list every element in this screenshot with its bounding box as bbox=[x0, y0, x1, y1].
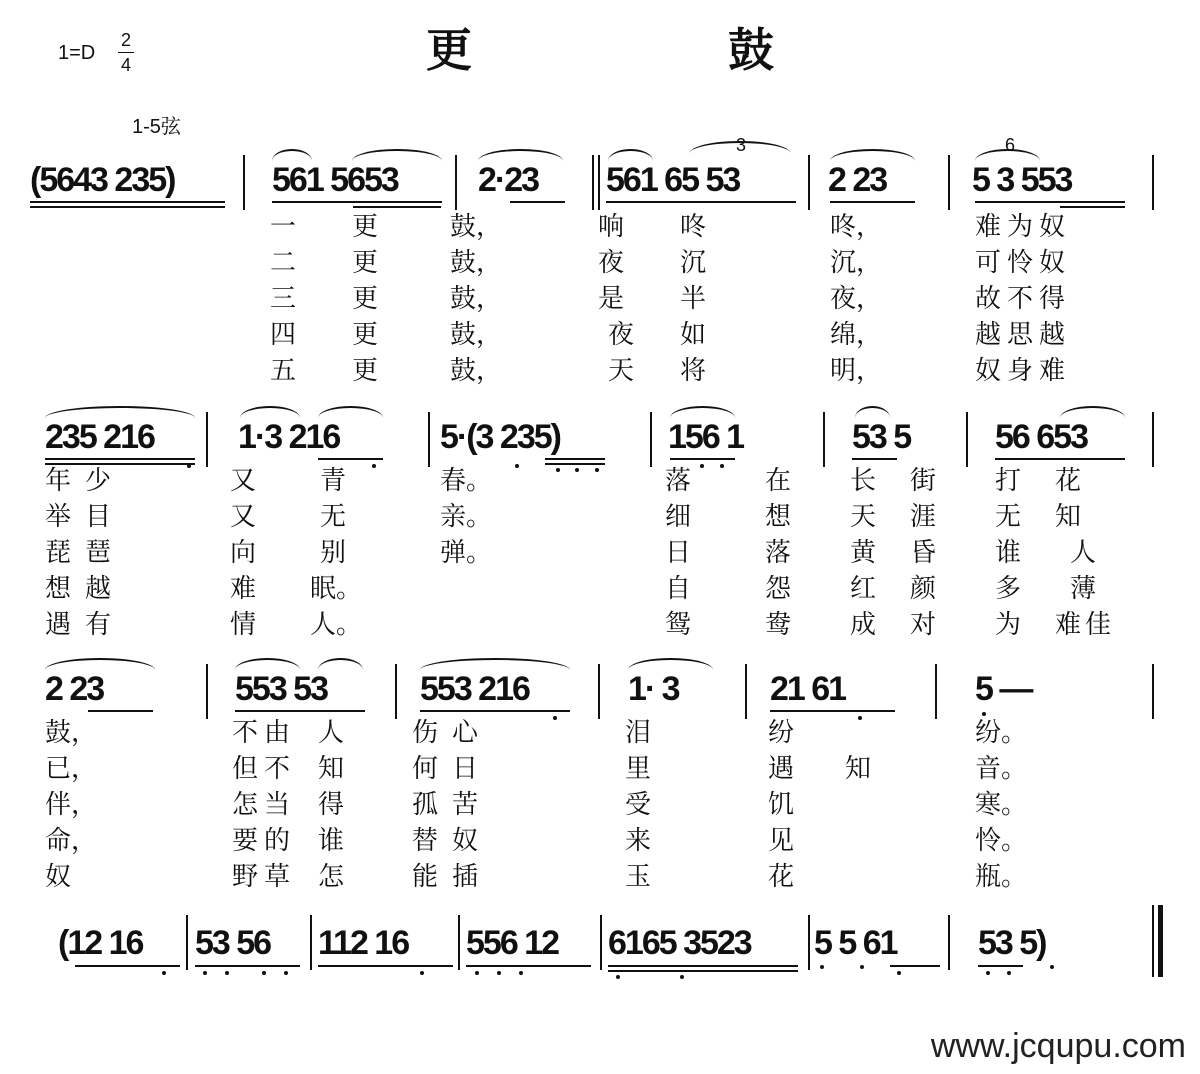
measure-4-6: 5 5 61 bbox=[814, 924, 897, 962]
lyric: 又 bbox=[230, 466, 257, 496]
barline bbox=[966, 412, 968, 467]
lyric: 落 bbox=[765, 538, 792, 568]
lyric: 黄 bbox=[850, 538, 877, 568]
lyric: 难为奴 bbox=[975, 212, 1072, 242]
lyric: 伤心 bbox=[412, 718, 493, 748]
barline bbox=[600, 915, 602, 970]
lyric: 细 bbox=[665, 502, 692, 532]
barline bbox=[598, 155, 600, 210]
lower-octave-dot bbox=[1007, 971, 1011, 975]
measure-2-3: 5·(3 235) bbox=[440, 418, 560, 456]
measure-3-4: 1· 3 bbox=[628, 670, 679, 708]
lyric: 怎当 bbox=[232, 790, 297, 820]
sextuplet-marker: 6 bbox=[1005, 135, 1016, 155]
underline bbox=[995, 458, 1125, 460]
measure-4-7: 53 5) bbox=[978, 924, 1046, 962]
lyric: 沉 bbox=[680, 248, 707, 278]
underline bbox=[30, 206, 225, 208]
song-title: 更 鼓 bbox=[425, 23, 894, 77]
measure-3-5: 21 61 bbox=[770, 670, 846, 708]
lyric: 想越 bbox=[45, 574, 126, 604]
lyric: 是 bbox=[598, 284, 625, 314]
measure-1-2: 561 5653 bbox=[272, 161, 398, 199]
slur bbox=[830, 149, 915, 161]
slur bbox=[352, 149, 442, 161]
lyric: 日 bbox=[665, 538, 692, 568]
measure-2-5: 53 5 bbox=[852, 418, 911, 456]
underline bbox=[510, 201, 565, 203]
measure-4-4: 556 12 bbox=[466, 924, 558, 962]
lyric: 受 bbox=[625, 790, 652, 820]
lyric: 打 bbox=[995, 466, 1022, 496]
slur bbox=[478, 149, 563, 161]
lyric: 难 bbox=[230, 574, 257, 604]
lyric: 响 bbox=[598, 212, 625, 242]
lower-octave-dot bbox=[225, 971, 229, 975]
lyric: 但不 bbox=[232, 754, 297, 784]
barline bbox=[808, 155, 810, 210]
lyric: 眠。 bbox=[310, 574, 363, 604]
underline bbox=[420, 710, 570, 712]
lyric: 不由 bbox=[232, 718, 297, 748]
lower-octave-dot bbox=[497, 971, 501, 975]
slur bbox=[855, 406, 890, 418]
barline bbox=[395, 664, 397, 719]
lyric: 无 bbox=[320, 502, 347, 532]
lyric: 五 bbox=[270, 356, 297, 386]
barline bbox=[598, 664, 600, 719]
underline bbox=[606, 201, 796, 203]
lyric: 花 bbox=[768, 862, 795, 892]
lyric: 纷。 bbox=[975, 718, 1028, 748]
lyric: 四 bbox=[270, 320, 297, 350]
underline bbox=[608, 970, 798, 972]
lyric: 鼓， bbox=[450, 356, 503, 386]
lyric: 鼓， bbox=[45, 718, 98, 748]
measure-4-2: 53 56 bbox=[195, 924, 271, 962]
lyric: 明， bbox=[830, 356, 883, 386]
underline bbox=[45, 458, 195, 460]
measure-1-1: (5643 235) bbox=[30, 161, 175, 199]
lyric: 咚， bbox=[830, 212, 883, 242]
lyric: 自 bbox=[665, 574, 692, 604]
lyric: 鸯 bbox=[765, 610, 792, 640]
lower-octave-dot bbox=[982, 712, 986, 716]
lyric: 为 bbox=[995, 610, 1022, 640]
lyric: 颜 bbox=[910, 574, 937, 604]
measure-1-6: 5 3 553 bbox=[972, 161, 1072, 199]
lyric: 人。 bbox=[310, 610, 363, 640]
lyric: 亲。 bbox=[440, 502, 493, 532]
slur bbox=[608, 149, 653, 161]
final-barline-thin bbox=[1152, 905, 1154, 977]
lyric: 已， bbox=[45, 754, 98, 784]
lyric: 纷 bbox=[768, 718, 795, 748]
barline bbox=[948, 915, 950, 970]
lyric: 寒。 bbox=[975, 790, 1028, 820]
lyric: 弹。 bbox=[440, 538, 493, 568]
lyric: 知 bbox=[318, 754, 345, 784]
slur bbox=[318, 406, 383, 418]
lyric: 琵琶 bbox=[45, 538, 126, 568]
measure-3-6: 5 — bbox=[975, 670, 1032, 708]
barline bbox=[455, 155, 457, 210]
measure-3-2: 553 53 bbox=[235, 670, 327, 708]
lyric: 薄 bbox=[1070, 574, 1097, 604]
lyric: 将 bbox=[680, 356, 707, 386]
barline bbox=[808, 915, 810, 970]
lyric: 更 bbox=[352, 284, 379, 314]
lyric: 何日 bbox=[412, 754, 493, 784]
barline bbox=[1152, 412, 1154, 467]
lyric: 命， bbox=[45, 826, 98, 856]
slur bbox=[235, 658, 300, 670]
barline bbox=[935, 664, 937, 719]
slur bbox=[240, 406, 300, 418]
lyric: 里 bbox=[625, 754, 652, 784]
lyric: 落 bbox=[665, 466, 692, 496]
system-4 bbox=[0, 915, 1200, 975]
lyric: 一 bbox=[270, 212, 297, 242]
system-1 bbox=[0, 135, 1200, 215]
barline bbox=[1152, 155, 1154, 210]
lyric: 街 bbox=[910, 466, 937, 496]
lyric: 鼓， bbox=[450, 284, 503, 314]
barline bbox=[206, 412, 208, 467]
lower-octave-dot bbox=[680, 975, 684, 979]
slur bbox=[670, 406, 735, 418]
barline bbox=[1152, 664, 1154, 719]
measure-4-5: 6165 3523 bbox=[608, 924, 751, 962]
lyric: 人 bbox=[1070, 538, 1097, 568]
lyric: 泪 bbox=[625, 718, 652, 748]
underline bbox=[890, 965, 940, 967]
lower-octave-dot bbox=[720, 464, 724, 468]
lower-octave-dot bbox=[1050, 965, 1054, 969]
barline bbox=[243, 155, 245, 210]
lyric: 红 bbox=[850, 574, 877, 604]
underline bbox=[88, 710, 153, 712]
lower-octave-dot bbox=[203, 971, 207, 975]
string-tuning: 1-5弦 bbox=[132, 116, 181, 138]
barline bbox=[650, 412, 652, 467]
lower-octave-dot bbox=[515, 464, 519, 468]
underline bbox=[75, 965, 180, 967]
barline bbox=[428, 412, 430, 467]
lyric: 知 bbox=[1055, 502, 1082, 532]
barline bbox=[823, 412, 825, 467]
slur bbox=[628, 658, 713, 670]
lower-octave-dot bbox=[616, 975, 620, 979]
lyric: 怨 bbox=[765, 574, 792, 604]
time-signature-bar bbox=[118, 52, 134, 53]
slur bbox=[272, 149, 312, 161]
lyric: 鼓， bbox=[450, 248, 503, 278]
lyric: 涯 bbox=[910, 502, 937, 532]
lower-octave-dot bbox=[897, 971, 901, 975]
underline bbox=[830, 201, 915, 203]
lyric: 更 bbox=[352, 320, 379, 350]
underline bbox=[545, 458, 605, 460]
lower-octave-dot bbox=[284, 971, 288, 975]
lyric: 别 bbox=[320, 538, 347, 568]
slur bbox=[318, 658, 363, 670]
underline bbox=[30, 201, 225, 203]
lyric: 饥 bbox=[768, 790, 795, 820]
barline bbox=[745, 664, 747, 719]
lyric: 多 bbox=[995, 574, 1022, 604]
lyric: 遇有 bbox=[45, 610, 126, 640]
lower-octave-dot bbox=[595, 468, 599, 472]
time-signature-top: 2 bbox=[120, 30, 131, 50]
measure-2-1: 235 216 bbox=[45, 418, 154, 456]
lyric: 能插 bbox=[412, 862, 493, 892]
lyric: 向 bbox=[230, 538, 257, 568]
measure-1-4: 561 65 53 bbox=[606, 161, 740, 199]
measure-2-2: 1·3 216 bbox=[238, 418, 340, 456]
lyric: 长 bbox=[850, 466, 877, 496]
key-signature: 1=D bbox=[58, 42, 96, 64]
lyric: 谁 bbox=[995, 538, 1022, 568]
measure-4-1: (12 16 bbox=[58, 924, 143, 962]
barline bbox=[592, 155, 594, 210]
underline bbox=[1060, 206, 1125, 208]
lyric: 咚 bbox=[680, 212, 707, 242]
lyric: 更 bbox=[352, 248, 379, 278]
underline bbox=[545, 463, 605, 465]
lyric: 见 bbox=[768, 826, 795, 856]
lyric: 要的 bbox=[232, 826, 297, 856]
lyric: 更 bbox=[352, 356, 379, 386]
lyric: 又 bbox=[230, 502, 257, 532]
lyric: 知 bbox=[845, 754, 872, 784]
underline bbox=[466, 965, 591, 967]
lower-octave-dot bbox=[986, 971, 990, 975]
time-signature bbox=[118, 30, 134, 75]
lyric: 二 bbox=[270, 248, 297, 278]
watermark: www.jcqupu.com bbox=[930, 1027, 1186, 1065]
lyric: 音。 bbox=[975, 754, 1028, 784]
lyric: 天 bbox=[850, 502, 877, 532]
lyric: 在 bbox=[765, 466, 792, 496]
lyric: 三 bbox=[270, 284, 297, 314]
measure-1-3: 2·23 bbox=[478, 161, 539, 199]
lyric: 奴 bbox=[45, 862, 72, 892]
underline bbox=[770, 710, 895, 712]
lyric: 对 bbox=[910, 610, 937, 640]
lyric: 半 bbox=[680, 284, 707, 314]
lyric: 怎 bbox=[318, 862, 345, 892]
lyric: 难佳 bbox=[1055, 610, 1116, 640]
lower-octave-dot bbox=[372, 464, 376, 468]
lyric: 怜。 bbox=[975, 826, 1028, 856]
system-2 bbox=[0, 412, 1200, 472]
lyric: 故不得 bbox=[975, 284, 1072, 314]
lyric: 花 bbox=[1055, 466, 1082, 496]
measure-3-3: 553 216 bbox=[420, 670, 529, 708]
barline bbox=[310, 915, 312, 970]
lower-octave-dot bbox=[858, 716, 862, 720]
measure-2-6: 56 653 bbox=[995, 418, 1087, 456]
lyric: 玉 bbox=[625, 862, 652, 892]
slur bbox=[975, 149, 1040, 161]
measure-1-5: 2 23 bbox=[828, 161, 887, 199]
barline bbox=[948, 155, 950, 210]
time-signature-bottom: 4 bbox=[120, 55, 131, 75]
lyric: 无 bbox=[995, 502, 1022, 532]
lyric: 想 bbox=[765, 502, 792, 532]
lower-octave-dot bbox=[519, 971, 523, 975]
slur bbox=[420, 658, 570, 670]
lyric: 野草 bbox=[232, 862, 297, 892]
lyric: 伴， bbox=[45, 790, 98, 820]
underline bbox=[235, 710, 365, 712]
underline bbox=[975, 201, 1125, 203]
underline bbox=[195, 965, 300, 967]
lyric: 鸳 bbox=[665, 610, 692, 640]
lyric: 鼓， bbox=[450, 320, 503, 350]
lower-octave-dot bbox=[556, 468, 560, 472]
lyric: 孤苦 bbox=[412, 790, 493, 820]
barline bbox=[458, 915, 460, 970]
system-3 bbox=[0, 664, 1200, 724]
lyric: 天 bbox=[608, 356, 635, 386]
lyric: 遇 bbox=[768, 754, 795, 784]
barline bbox=[206, 664, 208, 719]
lyric: 夜 bbox=[598, 248, 625, 278]
slur bbox=[690, 141, 790, 153]
lower-octave-dot bbox=[187, 464, 191, 468]
lyric: 绵， bbox=[830, 320, 883, 350]
lyric: 来 bbox=[625, 826, 652, 856]
lower-octave-dot bbox=[860, 965, 864, 969]
underline bbox=[670, 458, 735, 460]
underline bbox=[978, 965, 1023, 967]
lower-octave-dot bbox=[553, 716, 557, 720]
lyric: 如 bbox=[680, 320, 707, 350]
lyric: 夜， bbox=[830, 284, 883, 314]
triplet-marker: 3 bbox=[736, 135, 747, 155]
underline bbox=[852, 458, 897, 460]
lyric: 春。 bbox=[440, 466, 493, 496]
lower-octave-dot bbox=[162, 971, 166, 975]
lyric: 人 bbox=[318, 718, 345, 748]
lyric: 情 bbox=[230, 610, 257, 640]
lyric: 越思越 bbox=[975, 320, 1072, 350]
lyric: 成 bbox=[850, 610, 877, 640]
lyric: 替奴 bbox=[412, 826, 493, 856]
lyric: 昏 bbox=[910, 538, 937, 568]
lower-octave-dot bbox=[475, 971, 479, 975]
lyric: 奴身难 bbox=[975, 356, 1072, 386]
measure-3-1: 2 23 bbox=[45, 670, 104, 708]
underline bbox=[272, 201, 442, 203]
lyric: 举目 bbox=[45, 502, 126, 532]
measure-2-4: 156 1 bbox=[668, 418, 744, 456]
measure-4-3: 112 16 bbox=[318, 924, 409, 962]
lower-octave-dot bbox=[262, 971, 266, 975]
underline bbox=[318, 965, 453, 967]
lyric: 瓶。 bbox=[975, 862, 1028, 892]
lower-octave-dot bbox=[700, 464, 704, 468]
lyric: 可怜奴 bbox=[975, 248, 1072, 278]
slur bbox=[1060, 406, 1125, 418]
barline bbox=[186, 915, 188, 970]
lyric: 得 bbox=[318, 790, 345, 820]
lower-octave-dot bbox=[820, 965, 824, 969]
lower-octave-dot bbox=[420, 971, 424, 975]
lyric: 更 bbox=[352, 212, 379, 242]
underline bbox=[608, 965, 798, 967]
final-barline-thick bbox=[1158, 905, 1163, 977]
lyric: 青 bbox=[320, 466, 347, 496]
underline bbox=[318, 458, 383, 460]
lyric: 年少 bbox=[45, 466, 126, 496]
lower-octave-dot bbox=[575, 468, 579, 472]
lyric: 鼓， bbox=[450, 212, 503, 242]
slur bbox=[45, 658, 155, 670]
lyric: 沉， bbox=[830, 248, 883, 278]
lyric: 夜 bbox=[608, 320, 635, 350]
underline bbox=[353, 206, 441, 208]
underline bbox=[45, 463, 195, 465]
lyric: 谁 bbox=[318, 826, 345, 856]
slur bbox=[45, 406, 195, 418]
